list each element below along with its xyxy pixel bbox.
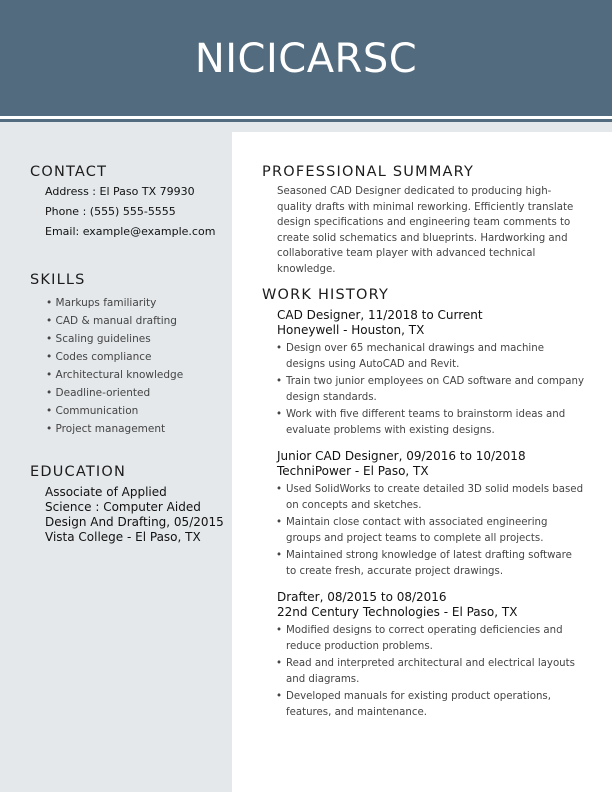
education-heading: EDUCATION: [30, 464, 127, 480]
job-bullet: • Train two junior employees on CAD software and company design standards.: [276, 376, 584, 403]
skill-item: • Project management: [46, 423, 166, 435]
summary-text: Seasoned CAD Designer dedicated to producing high-quality drafts with minimal reworking. Efficiently translate design specifications and engineering team comments to create solid schematics and blueprints. Hardworking and collaborative team player with advanced technical knowledge.: [277, 186, 574, 275]
skill-item: • Codes compliance: [46, 351, 152, 363]
candidate-name: NICICARSC: [194, 36, 418, 82]
skill-item: • Markups familiarity: [46, 297, 157, 309]
education-degree-line: Science : Computer Aided: [45, 500, 201, 514]
skill-item: • Scaling guidelines: [46, 333, 151, 345]
contact-address: Address : El Paso TX 79930: [45, 185, 195, 198]
skill-item: • Deadline-oriented: [46, 387, 151, 399]
job-bullet: • Work with five different teams to brainstorm ideas and evaluate problems with existing designs.: [276, 409, 566, 436]
job-bullet: • Used SolidWorks to create detailed 3D solid models based on concepts and sketches.: [276, 484, 584, 511]
skills-heading: SKILLS: [30, 272, 86, 288]
job-company: 22nd Century Technologies - El Paso, TX: [277, 605, 518, 619]
job-bullet: • Read and interpreted architectural and electrical layouts and diagrams.: [276, 658, 575, 685]
education-degree-line: Design And Drafting, 05/2015: [45, 515, 224, 529]
job-title: Junior CAD Designer, 09/2016 to 10/2018: [277, 449, 526, 463]
skill-item: • CAD & manual drafting: [46, 315, 177, 327]
job-bullet: • Design over 65 mechanical drawings and machine designs using AutoCAD and Revit.: [276, 343, 544, 370]
job-company: TechniPower - El Paso, TX: [277, 464, 429, 478]
summary-heading: PROFESSIONAL SUMMARY: [262, 164, 475, 180]
job-bullet: • Developed manuals for existing product operations, features, and maintenance.: [276, 691, 551, 718]
education-degree-line: Associate of Applied: [45, 485, 167, 499]
sidebar: [0, 122, 232, 792]
contact-phone: Phone : (555) 555-5555: [45, 205, 176, 218]
job-bullet: • Maintained strong knowledge of latest drafting software to create fresh, accurate project drawings.: [276, 550, 572, 577]
job-title: CAD Designer, 11/2018 to Current: [277, 308, 483, 322]
job-title: Drafter, 08/2015 to 08/2016: [277, 590, 447, 604]
work-history-heading: WORK HISTORY: [262, 287, 390, 303]
job-bullet: • Maintain close contact with associated engineering groups and project teams to complete all projects.: [276, 517, 548, 544]
contact-email: Email: example@example.com: [45, 225, 216, 238]
skill-item: • Communication: [46, 405, 139, 417]
header-banner: [0, 0, 612, 116]
job-company: Honeywell - Houston, TX: [277, 323, 425, 337]
skill-item: • Architectural knowledge: [46, 369, 184, 381]
job-bullet: • Modified designs to correct operating deficiencies and reduce production problems.: [276, 625, 563, 652]
contact-heading: CONTACT: [30, 164, 108, 180]
education-school: Vista College - El Paso, TX: [45, 530, 201, 544]
